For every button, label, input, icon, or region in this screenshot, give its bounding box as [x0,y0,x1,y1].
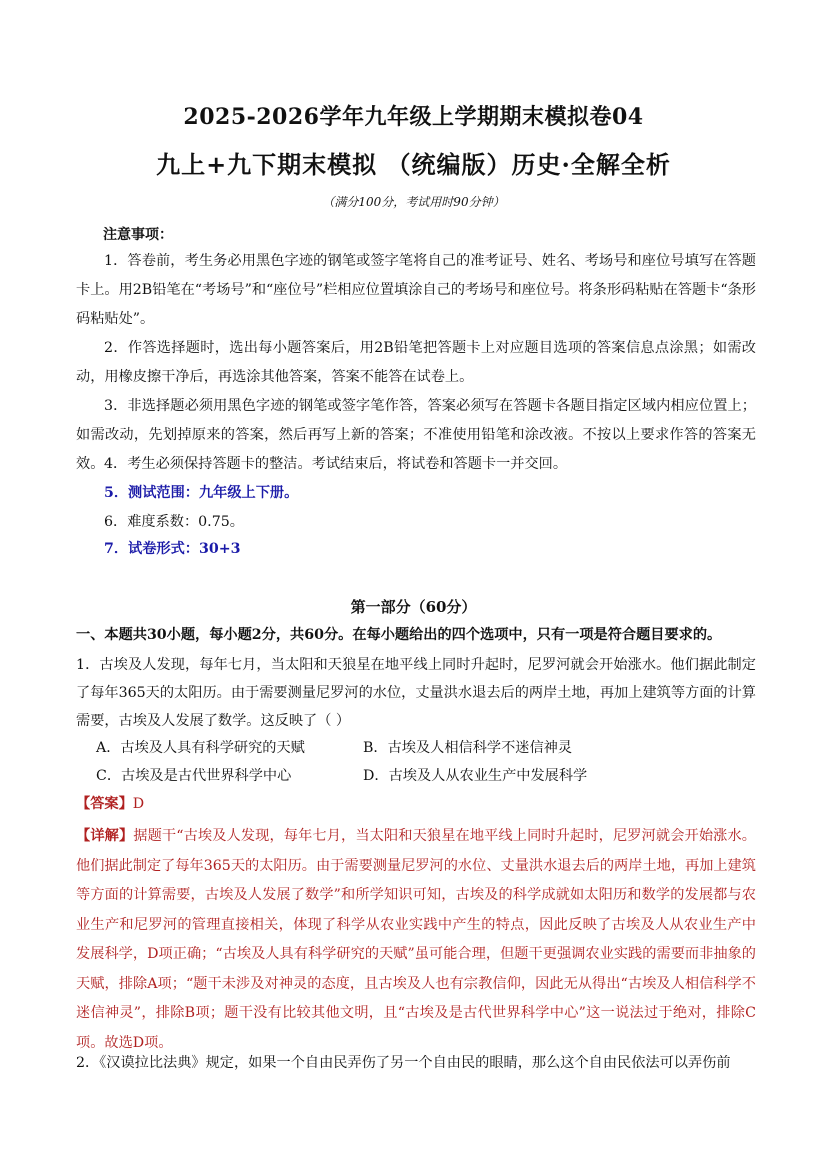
exam-title: 2025-2026学年九年级上学期期末模拟卷04 [183,104,644,130]
note-item-4: 4．考生必须保持答题卡的整洁。考试结束后，将试卷和答题卡一并交回。 [104,456,568,472]
q1-option-d: D．古埃及人从农业生产中发展科学 [363,768,588,784]
note-item-1: 1．答卷前，考生务必用黑色字迹的钢笔或签字笔将自己的准考证号、姓名、考场号和座位号填写在答题卡上。用2B铅笔在“考场号”和“座位号”栏相应位置填涂自己的考场号和座位号。将条形码粘贴在答题卡“条形码粘贴处”。 [76,253,756,327]
q1-explanation [76,822,756,1058]
q1-option-b: B．古埃及人相信科学不迷信神灵 [363,740,573,756]
exam-info: （满分100分，考试用时90分钟） [322,195,505,209]
q1-answer [76,793,144,815]
explain-text: 据题干“古埃及人发现，每年七月，当太阳和天狼星在地平线上同时升起时，尼罗河就会开始涨水。他们据此制定了每年365天的太阳历。由于需要测量尼罗河的水位、丈量洪水退去后的两岸土地，再加上建筑等方面的计算需要，古埃及人发展了数学”和所学知识可知，古埃及的科学成就如太阳历和数学的发展都与农业生产和尼罗河的管理直接相关，体现了科学从农业实践中产生的特点，因此反映了古埃及人从农业生产中发展科学，D项正确；“古埃及人具有科学研究的天赋”虽可能合理，但题干更强调农业实践的需要而非抽象的天赋，排除A项；“题干未涉及对神灵的态度，且古埃及人也有宗教信仰，因此无从得出“古埃及人相信科学不迷信神灵”，排除B项；题干没有比较其他文明，且“古埃及是古代世界科学中心”这一说法过于绝对，排除C项。故选D项。 [76,828,756,1051]
section-title: 第一部分（60分） [350,598,477,616]
explain-label: 【详解】 [76,828,134,844]
answer-value: D [132,796,145,812]
note-item-7: 7．试卷形式：30+3 [104,541,241,557]
exam-subtitle: 九上+九下期末模拟 （统编版）历史·全解全析 [156,150,671,179]
question-2-stem: 2．《汉谟拉比法典》规定，如果一个自由民弄伤了另一个自由民的眼睛，那么这个自由民依法可以弄伤前 [76,1055,731,1071]
q1-option-c: C．古埃及是古代世界科学中心 [96,768,292,784]
note-item-2: 2．作答选择题时，选出每小题答案后，用2B铅笔把答题卡上对应题目选项的答案信息点涂黑；如需改动，用橡皮擦干净后，再选涂其他答案，答案不能答在试卷上。 [76,340,756,385]
q1-option-a: A．古埃及人具有科学研究的天赋 [96,740,305,756]
notes-heading: 注意事项： [103,227,173,243]
question-1-stem: 1．古埃及人发现，每年七月，当太阳和天狼星在地平线上同时升起时，尼罗河就会开始涨水。他们据此制定了每年365天的太阳历。由于需要测量尼罗河的水位，丈量洪水退去后的两岸土地，再加上建筑等方面的计算需要，古埃及人发展了数学。这反映了（ ） [76,657,756,729]
section-instruction: 一、本题共30小题，每小题2分，共60分。在每小题给出的四个选项中，只有一项是符合题目要求的。 [76,627,722,643]
answer-label: 【答案】 [76,796,133,812]
note-item-6: 6．难度系数：0.75。 [104,514,244,530]
note-item-3: 3．非选择题必须用黑色字迹的钢笔或签字笔作答，答案必须写在答题卡各题目指定区域内相应位置上；如需改动，先划掉原来的答案，然后再写上新的答案；不准使用铅笔和涂改液。不按以上要求作答的答案无效。 [76,398,756,472]
note-item-5: 5．测试范围：九年级上下册。 [104,485,299,501]
